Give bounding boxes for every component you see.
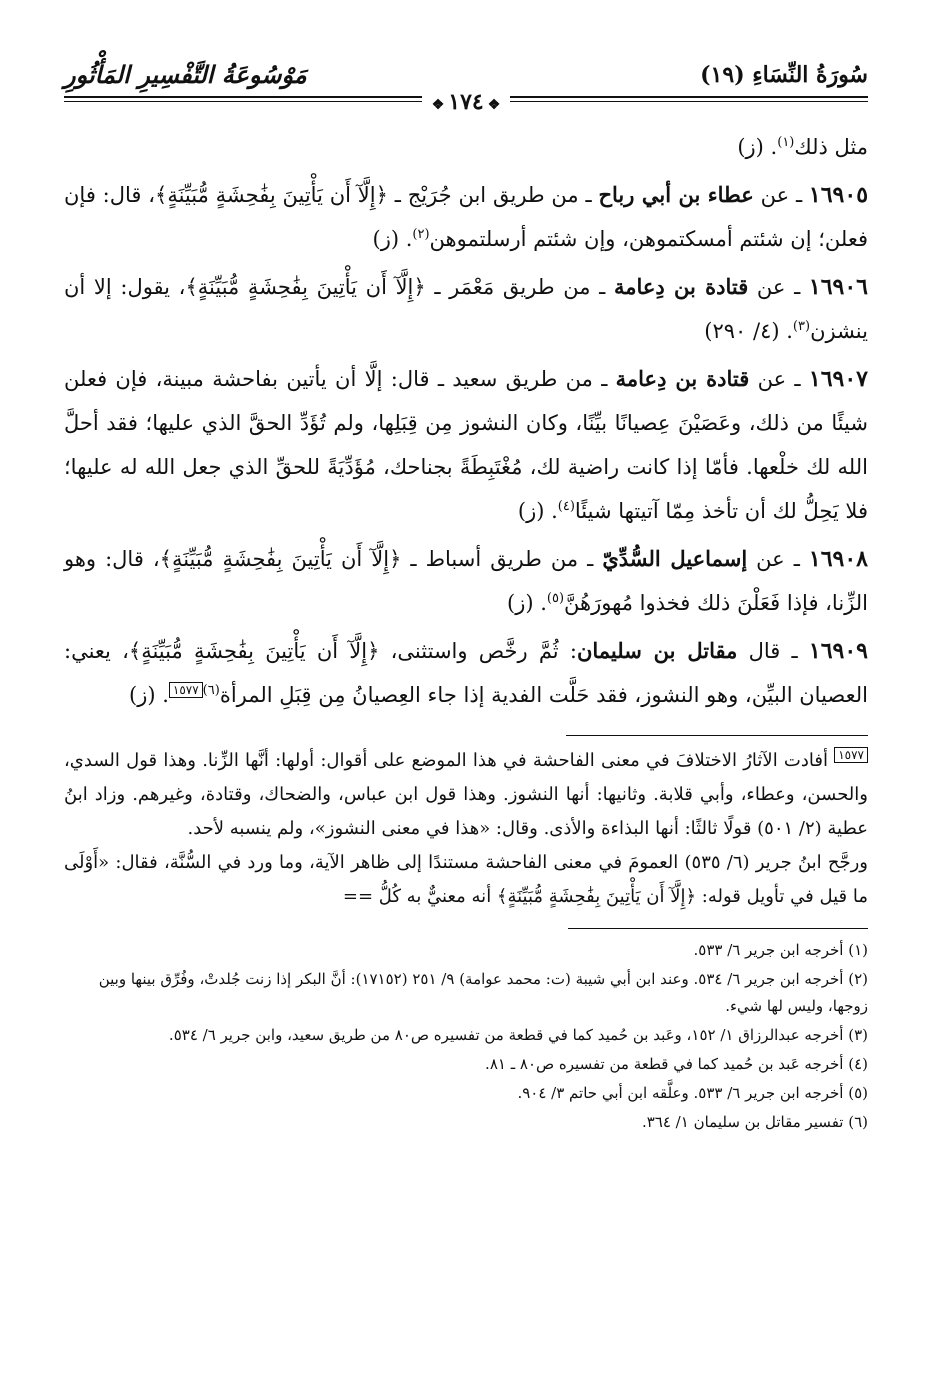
entry-number: ١٦٩٠٥ [808,182,869,208]
footnote-ref: (٤) [557,499,575,514]
entry-number: ١٦٩٠٦ [808,274,868,300]
page-number: ١٧٤ [448,89,484,115]
entry-0: مثل ذلك$^{(١)}$. (ز) [737,135,868,159]
footnote: (٣) أخرجه عبدالرزاق ١/ ١٥٢، وعَبد بن حُميد كما في قطعة من تفسيره ص٨٠ من طريق سعيد، وابن جرير ٦/ ٥٣٤. [168,1026,868,1044]
main-text [64,125,868,717]
entry-16909: ١٦٩٠٩ ـ قال مقاتل بن سليمان: ثُمَّ رخَّص واستثنى، ﴿إِلَّآ أَن يَأْتِينَ بِفَٰحِشَةٍ مُّبَيِّنَةٍ﴾، يعني: العصيان البيِّن، وهو النشوز، فقد حَلَّت الفدية إذا جاء العِصيانُ مِن قِبَلِ المرأة$^{(٦)}$١٥٧٧. (ز) [64,638,868,707]
footnote: (٥) أخرجه ابن جرير ٦/ ٥٣٣. وعلَّقه ابن أبي حاتم ٣/ ٩٠٤. [517,1084,868,1102]
entry-16905: ١٦٩٠٥ ـ عن عطاء بن أبي رباح ـ من طريق ابن جُرَيْج ـ ﴿إِلَّآ أَن يَأْتِينَ بِفَٰحِشَةٍ مُّبَيِّنَةٍ﴾، قال: فإن فعلن؛ إن شئتم أمسكتموهن، وإن شئتم أرسلتموهن$^{(٢)}$. (ز) [64,182,869,251]
footnote: (١) أخرجه ابن جرير ٦/ ٥٣٣. [693,941,868,959]
footnote-separator [568,928,868,929]
narrator-name: مقاتل بن سليمان [576,638,738,663]
surah-label: سُورَةُ النِّسَاءِ (١٩) [700,62,868,88]
narrator-name: قتادة بن دِعامة [615,366,750,391]
narrator-name: قتادة بن دِعامة [613,274,749,299]
book-title: مَوْسُوعَةُ التَّفْسِيرِ المَأْثُورِ [64,60,307,89]
narrator-name: عطاء بن أبي رباح [598,182,754,207]
entry-16907: ١٦٩٠٧ ـ عن قتادة بن دِعامة ـ من طريق سعيد ـ قال: إلَّا أن يأتين بفاحشة مبينة، فإن فعلن شيئًا من ذلك، وعَصَيْنَ عِصيانًا بيِّنًا، وكان النشوز مِن قِبَلِها، ولم تُؤَدِّ الحقَّ الذي عليها؛ فقد أحلَّ الله لك خلْعها. فأمّا إذا كانت راضية لك، مُغْتَبِطَةً بجناحك، مُؤَدِّيَةً للحقِّ الذي جعل الله له عليها؛ فلا يَحِلُّ لك أن تأخذ مِمّا آتيتها شيئًا$^{(٤)}$. (ز) [64,366,868,523]
note-ref-box: ١٥٧٧ [169,682,203,698]
narrator-name: إسماعيل السُّدِّيّ [602,546,748,571]
entry-16906: ١٦٩٠٦ ـ عن قتادة بن دِعامة ـ من طريق مَعْمَر ـ ﴿إِلَّآ أَن يَأْتِينَ بِفَٰحِشَةٍ مُّبَيِّنَةٍ﴾، يقول: إلا أن ينشزن$^{(٣)}$. (٤/ ٢٩٠) [64,274,868,343]
footnote-ref: (٥) [546,591,565,606]
page-number-row [64,89,868,115]
footnote-ref: (٦) [202,683,220,698]
entry-number: ١٦٩٠٩ [808,638,868,664]
footnote-ref: (٣) [792,319,811,334]
note-separator [566,735,868,736]
note-number-box: ١٥٧٧ [834,747,868,763]
footnote-ref: (٢) [412,227,430,242]
note-paragraph-1: ١٥٧٧ أفادت الآثارُ الاختلافَ في معنى الفاحشة في هذا الموضع على أقوال: أولها: أنَّها الزِّنا. وهذا قول السدي، والحسن، وعطاء، وأبي قلابة. وثانيها: أنها النشوز. وهذا قول ابن عباس، والضحاك، وقتادة، وغيرهم. وزاد ابنُ عطية (٢/ ٥٠١) قولًا ثالثًا: أنها البذاءة والأذى. وقال: «هذا في معنى النشوز»، ولم ينسبه لأحد. [64,748,868,839]
entry-16908: ١٦٩٠٨ ـ عن إسماعيل السُّدِّيّ ـ من طريق أسباط ـ ﴿إِلَّآ أَن يَأْتِينَ بِفَٰحِشَةٍ مُّبَيِّنَةٍ﴾، قال: وهو الزِّنا، فإذا فَعَلْنَ ذلك فخذوا مُهورَهُنَّ$^{(٥)}$. (ز) [64,546,868,615]
scholarly-note [64,744,868,914]
ornament-icon: ❖ [431,97,445,113]
footnote: (٢) أخرجه ابن جرير ٦/ ٥٣٤. وعند ابن أبي شيبة (ت: محمد عوامة) ٩/ ٢٥١ (١٧١٥٢): أنَّ البكر إذا زنت جُلدتْ، وفُرِّق بينها وبين زوجها، وليس لها شيء. [98,970,868,1015]
ornament-icon: ❖ [487,97,501,113]
footnote-ref: (١) [777,135,795,150]
footnote: (٦) تفسير مقاتل بن سليمان ١/ ٣٦٤. [641,1113,868,1131]
entry-number: ١٦٩٠٨ [808,546,868,572]
note-paragraph-2: ورجَّح ابنُ جرير (٦/ ٥٣٥) العمومَ في معنى الفاحشة مستندًا إلى ظاهر الآية، وما ورد في السُّنَّة، فقال: «أَوْلَى ما قيل في تأويل قوله: ﴿إِلَّآ أَن يَأْتِينَ بِفَٰحِشَةٍ مُّبَيِّنَةٍ﴾ أنه معنيٌّ به كُلُّ == [64,852,868,907]
footnotes [64,937,868,1136]
footnote: (٤) أخرجه عَبد بن حُميد كما في قطعة من تفسيره ص٨٠ ـ ٨١. [485,1055,868,1073]
entry-number: ١٦٩٠٧ [808,366,868,392]
